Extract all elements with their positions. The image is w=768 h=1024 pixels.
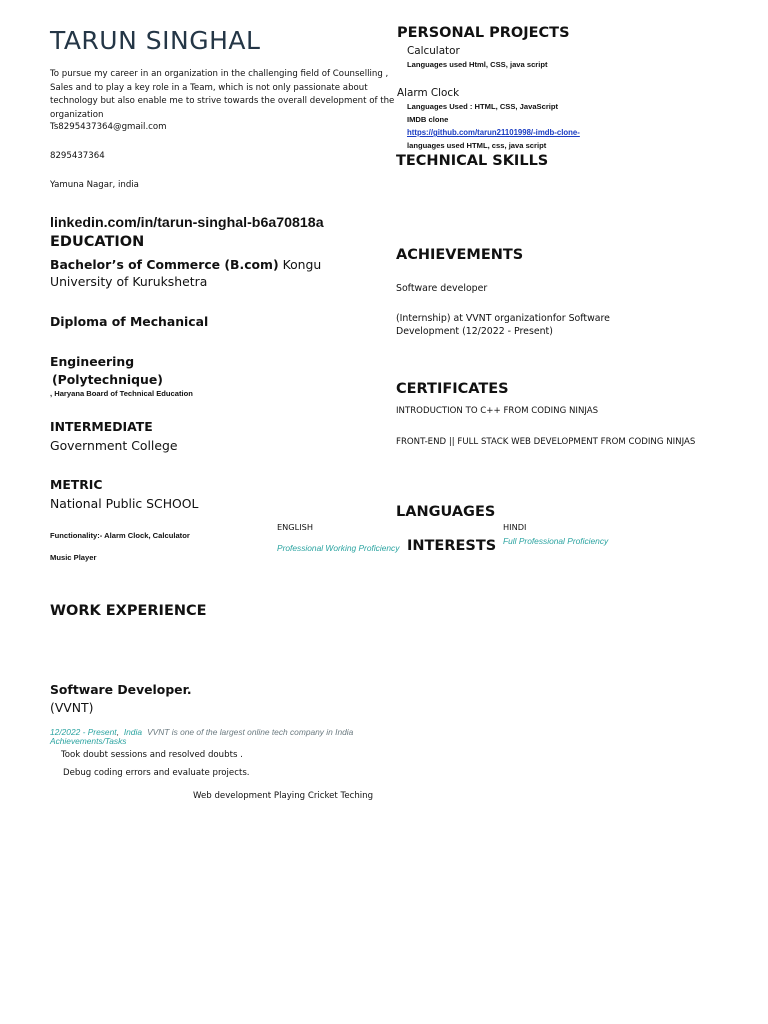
hobbies-text: Web development Playing Cricket Teching [193,791,374,801]
alarm-clock-title: Alarm Clock [397,87,460,99]
job-description: VVNT is one of the largest online tech company in India [147,727,354,737]
personal-projects-heading: PERSONAL PROJECTS [397,25,570,41]
imdb-clone-title: IMDB clone [407,115,449,124]
achievements-heading: ACHIEVEMENTS [396,247,524,263]
education-heading: EDUCATION [50,234,145,250]
work-experience-heading: WORK EXPERIENCE [50,603,207,619]
candidate-name: TARUN SINGHAL [50,26,261,55]
bcom-institution-part1: Kongu [282,257,322,272]
metric-school: National Public SCHOOL [50,496,199,511]
languages-heading: LANGUAGES [396,504,496,520]
interests-heading: INTERESTS [407,538,497,554]
job-comma: , [116,728,119,737]
polytechnique-title: (Polytechnique) [52,372,163,387]
email: Ts8295437364@gmail.com [50,122,167,132]
intermediate-school: Government College [50,438,178,453]
language-english: ENGLISH [277,522,313,532]
tasks-heading: Achievements/Tasks [50,736,127,746]
language-hindi: HINDI [503,522,527,532]
career-objective: To pursue my career in an organization in the challenging field of Counselling , Sales and to play a key role in a Team, which is not only passionate about technology but also enable me to strive towards the overall development of the organization [50,69,395,120]
task-1: Took doubt sessions and resolved doubts . [61,750,243,760]
task-2: Debug coding errors and evaluate projects. [63,768,250,778]
location: Yamuna Nagar, india [50,180,139,190]
certificate-1: INTRODUCTION TO C++ FROM CODING NINJAS [396,406,599,416]
technical-skills-heading: TECHNICAL SKILLS [396,153,549,169]
bcom-entry [50,257,321,272]
functionality-text: Functionality:- Alarm Clock, Calculator [50,531,190,540]
alarm-clock-languages: Languages Used : HTML, CSS, JavaScript [407,102,559,111]
bcom-degree: Bachelor’s of Commerce (B.com) [50,257,279,272]
imdb-clone-languages: languages used HTML, css, java script [407,141,547,150]
language-hindi-level: Full Professional Proficiency [503,536,609,546]
bcom-institution-part2: University of Kurukshetra [50,274,208,289]
achievement-role: Software developer [396,283,488,294]
technical-board: , Haryana Board of Technical Education [50,389,193,398]
job-title: Software Developer. [50,682,192,697]
diploma-title: Diploma of Mechanical [50,314,209,329]
phone: 8295437364 [50,151,105,161]
job-location: India [123,727,142,737]
job-company: (VVNT) [50,700,94,715]
imdb-clone-link[interactable]: https://github.com/tarun21101998/-imdb-clone- [407,128,580,137]
achievement-detail: (Internship) at VVNT organizationfor Software Development (12/2022 - Present) [396,313,610,337]
metric-heading: METRIC [50,477,103,492]
job-date: 12/2022 - Present [50,727,117,737]
music-player-text: Music Player [50,553,97,562]
intermediate-heading: INTERMEDIATE [50,419,153,434]
certificate-2: FRONT-END || FULL STACK WEB DEVELOPMENT FROM CODING NINJAS [396,437,696,447]
calculator-title: Calculator [407,45,460,57]
calculator-languages: Languages used Html, CSS, java script [407,60,548,69]
engineering-title: Engineering [50,354,135,369]
linkedin-url: linkedin.com/in/tarun-singhal-b6a70818a [50,215,324,231]
certificates-heading: CERTIFICATES [396,381,509,397]
language-english-level: Professional Working Proficiency [277,543,400,553]
